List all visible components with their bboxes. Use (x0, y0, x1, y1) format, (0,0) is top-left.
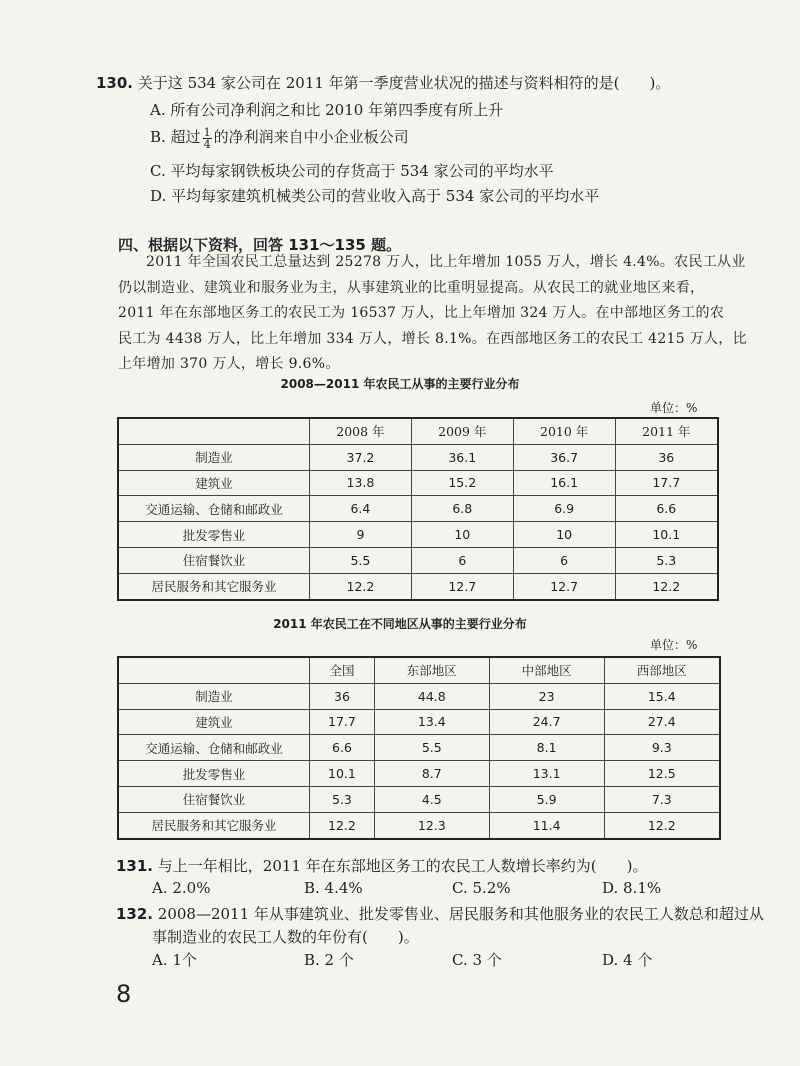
table-cell: 6.8 (411, 496, 513, 522)
fraction-numerator: 1 (203, 125, 211, 139)
table-cell: 12.7 (513, 573, 615, 599)
table-cell: 12.2 (310, 812, 375, 838)
q130-option-d: D. 平均每家建筑机械类公司的营业收入高于 534 家公司的平均水平 (150, 187, 600, 205)
table-cell: 10.1 (615, 522, 718, 548)
table-cell: 5.5 (310, 547, 412, 573)
row-label: 住宿餐饮业 (118, 547, 310, 573)
table-row (118, 812, 720, 838)
q131-stem-line (116, 855, 647, 876)
table-cell: 27.4 (604, 709, 720, 735)
table-cell: 36 (310, 683, 375, 709)
q130-option-c: C. 平均每家钢铁板块公司的存货高于 534 家公司的平均水平 (150, 162, 554, 180)
table-cell: 24.7 (489, 709, 604, 735)
table-cell: 13.1 (489, 761, 604, 787)
q131-option-b: B. 4.4% (304, 879, 363, 897)
row-label: 居民服务和其它服务业 (118, 812, 310, 838)
table-cell: 44.8 (374, 683, 489, 709)
q130-stem-line (96, 72, 670, 93)
table-cell: 17.7 (310, 709, 375, 735)
table-cell: 6 (513, 547, 615, 573)
row-label: 交通运输、仓储和邮政业 (118, 496, 310, 522)
table-cell: 12.2 (615, 573, 718, 599)
table-row (118, 709, 720, 735)
header-cell: 2009 年 (411, 418, 513, 444)
table1-unit: 单位：% (650, 401, 698, 415)
table-cell: 8.7 (374, 761, 489, 787)
table-cell: 13.4 (374, 709, 489, 735)
paragraph-line: 2011 年在东部地区务工的农民工为 16537 万人，比上年增加 324 万人。在中部地区务工的农 (118, 305, 725, 321)
header-cell: 西部地区 (604, 657, 720, 683)
row-label: 批发零售业 (118, 761, 310, 787)
q132-number: 132. (116, 905, 154, 923)
section-paragraph (118, 250, 747, 378)
table-row (118, 522, 718, 548)
q132-option-b: B. 2 个 (304, 951, 354, 969)
table-cell: 10 (411, 522, 513, 548)
q130-stem: 关于这 534 家公司在 2011 年第一季度营业状况的描述与资料相符的是( )。 (137, 74, 671, 92)
table-cell: 37.2 (310, 444, 412, 470)
table-cell: 5.5 (374, 735, 489, 761)
table-row (118, 444, 718, 470)
q130-option-b (150, 126, 409, 150)
table-cell: 5.3 (615, 547, 718, 573)
table-cell: 5.3 (310, 786, 375, 812)
q132-stem-line1 (116, 903, 764, 924)
table-cell: 6.6 (615, 496, 718, 522)
row-label: 建筑业 (118, 470, 310, 496)
paragraph-line: 民工为 4438 万人，比上年增加 334 万人，增长 8.1%。在西部地区务工的农民工 4215 万人，比 (118, 330, 747, 347)
table-row (118, 761, 720, 787)
table-cell: 9.3 (604, 735, 720, 761)
header-cell: 全国 (310, 657, 375, 683)
table-cell: 12.2 (310, 573, 412, 599)
table-cell: 23 (489, 683, 604, 709)
table-row (118, 470, 718, 496)
row-label: 制造业 (118, 444, 310, 470)
table-cell: 6.4 (310, 496, 412, 522)
table-cell: 36 (615, 444, 718, 470)
q131-number: 131. (116, 857, 154, 875)
table1-title: 2008—2011 年农民工从事的主要行业分布 (280, 377, 520, 391)
paragraph-line: 2011 年全国农民工总量达到 25278 万人，比上年增加 1055 万人，增长 4.4%。农民工从业 (146, 254, 746, 270)
q132-option-d: D. 4 个 (602, 951, 653, 969)
section-heading: 四、根据以下资料，回答 131～135 题。 (118, 236, 402, 254)
header-cell: 中部地区 (489, 657, 604, 683)
table-cell: 12.2 (604, 812, 720, 838)
table-cell: 7.3 (604, 786, 720, 812)
table-cell: 15.4 (604, 683, 720, 709)
table-cell: 12.5 (604, 761, 720, 787)
table-cell: 5.9 (489, 786, 604, 812)
table-cell: 6.6 (310, 735, 375, 761)
row-label: 居民服务和其它服务业 (118, 573, 310, 599)
q132-option-a: A. 1个 (152, 951, 197, 969)
row-label: 制造业 (118, 683, 310, 709)
table-cell: 6.9 (513, 496, 615, 522)
header-cell: 2011 年 (615, 418, 718, 444)
table-cell: 17.7 (615, 470, 718, 496)
table-row (118, 547, 718, 573)
q130-number: 130. (96, 74, 134, 92)
table2 (117, 656, 721, 840)
q131-option-a: A. 2.0% (152, 879, 211, 897)
table1 (117, 417, 719, 601)
table-cell: 6 (411, 547, 513, 573)
table-row (118, 786, 720, 812)
table-cell: 12.3 (374, 812, 489, 838)
table-cell: 13.8 (310, 470, 412, 496)
q130-option-b-prefix: B. 超过 (150, 128, 201, 146)
table-cell: 12.7 (411, 573, 513, 599)
header-cell (118, 418, 310, 444)
table-cell: 36.7 (513, 444, 615, 470)
table-row (118, 573, 718, 599)
q131-option-d: D. 8.1% (602, 879, 662, 897)
q132-stem-2: 事制造业的农民工人数的年份有( )。 (152, 928, 419, 946)
header-cell (118, 657, 310, 683)
table-row (118, 496, 718, 522)
table2-unit: 单位：% (650, 638, 698, 652)
table-header-row (118, 657, 720, 683)
row-label: 建筑业 (118, 709, 310, 735)
table-cell: 4.5 (374, 786, 489, 812)
q132-option-c: C. 3 个 (452, 951, 502, 969)
q131-option-c: C. 5.2% (452, 879, 511, 897)
table-row (118, 683, 720, 709)
header-cell: 2008 年 (310, 418, 412, 444)
table-cell: 16.1 (513, 470, 615, 496)
table-header-row (118, 418, 718, 444)
q130-option-a: A. 所有公司净利润之和比 2010 年第四季度有所上升 (150, 101, 504, 119)
table-row (118, 735, 720, 761)
header-cell: 东部地区 (374, 657, 489, 683)
page-number: 8 (116, 980, 132, 1008)
paragraph-line: 上年增加 370 万人，增长 9.6%。 (118, 356, 340, 372)
q132-stem-1: 2008—2011 年从事建筑业、批发零售业、居民服务和其他服务业的农民工人数总和超过从 (157, 905, 764, 923)
table-cell: 10 (513, 522, 615, 548)
header-cell: 2010 年 (513, 418, 615, 444)
paragraph-line: 仍以制造业、建筑业和服务业为主，从事建筑业的比重明显提高。从农民工的就业地区来看， (118, 279, 705, 296)
row-label: 批发零售业 (118, 522, 310, 548)
fraction-denominator: 4 (203, 137, 211, 151)
fraction (203, 127, 212, 150)
table-cell: 36.1 (411, 444, 513, 470)
table2-title: 2011 年农民工在不同地区从事的主要行业分布 (273, 617, 527, 631)
table-cell: 10.1 (310, 761, 375, 787)
row-label: 住宿餐饮业 (118, 786, 310, 812)
table-cell: 9 (310, 522, 412, 548)
row-label: 交通运输、仓储和邮政业 (118, 735, 310, 761)
q131-stem: 与上一年相比，2011 年在东部地区务工的农民工人数增长率约为( )。 (157, 857, 648, 875)
table-cell: 15.2 (411, 470, 513, 496)
q130-option-b-suffix: 的净利润来自中小企业板公司 (213, 128, 409, 146)
table-cell: 8.1 (489, 735, 604, 761)
table-cell: 11.4 (489, 812, 604, 838)
